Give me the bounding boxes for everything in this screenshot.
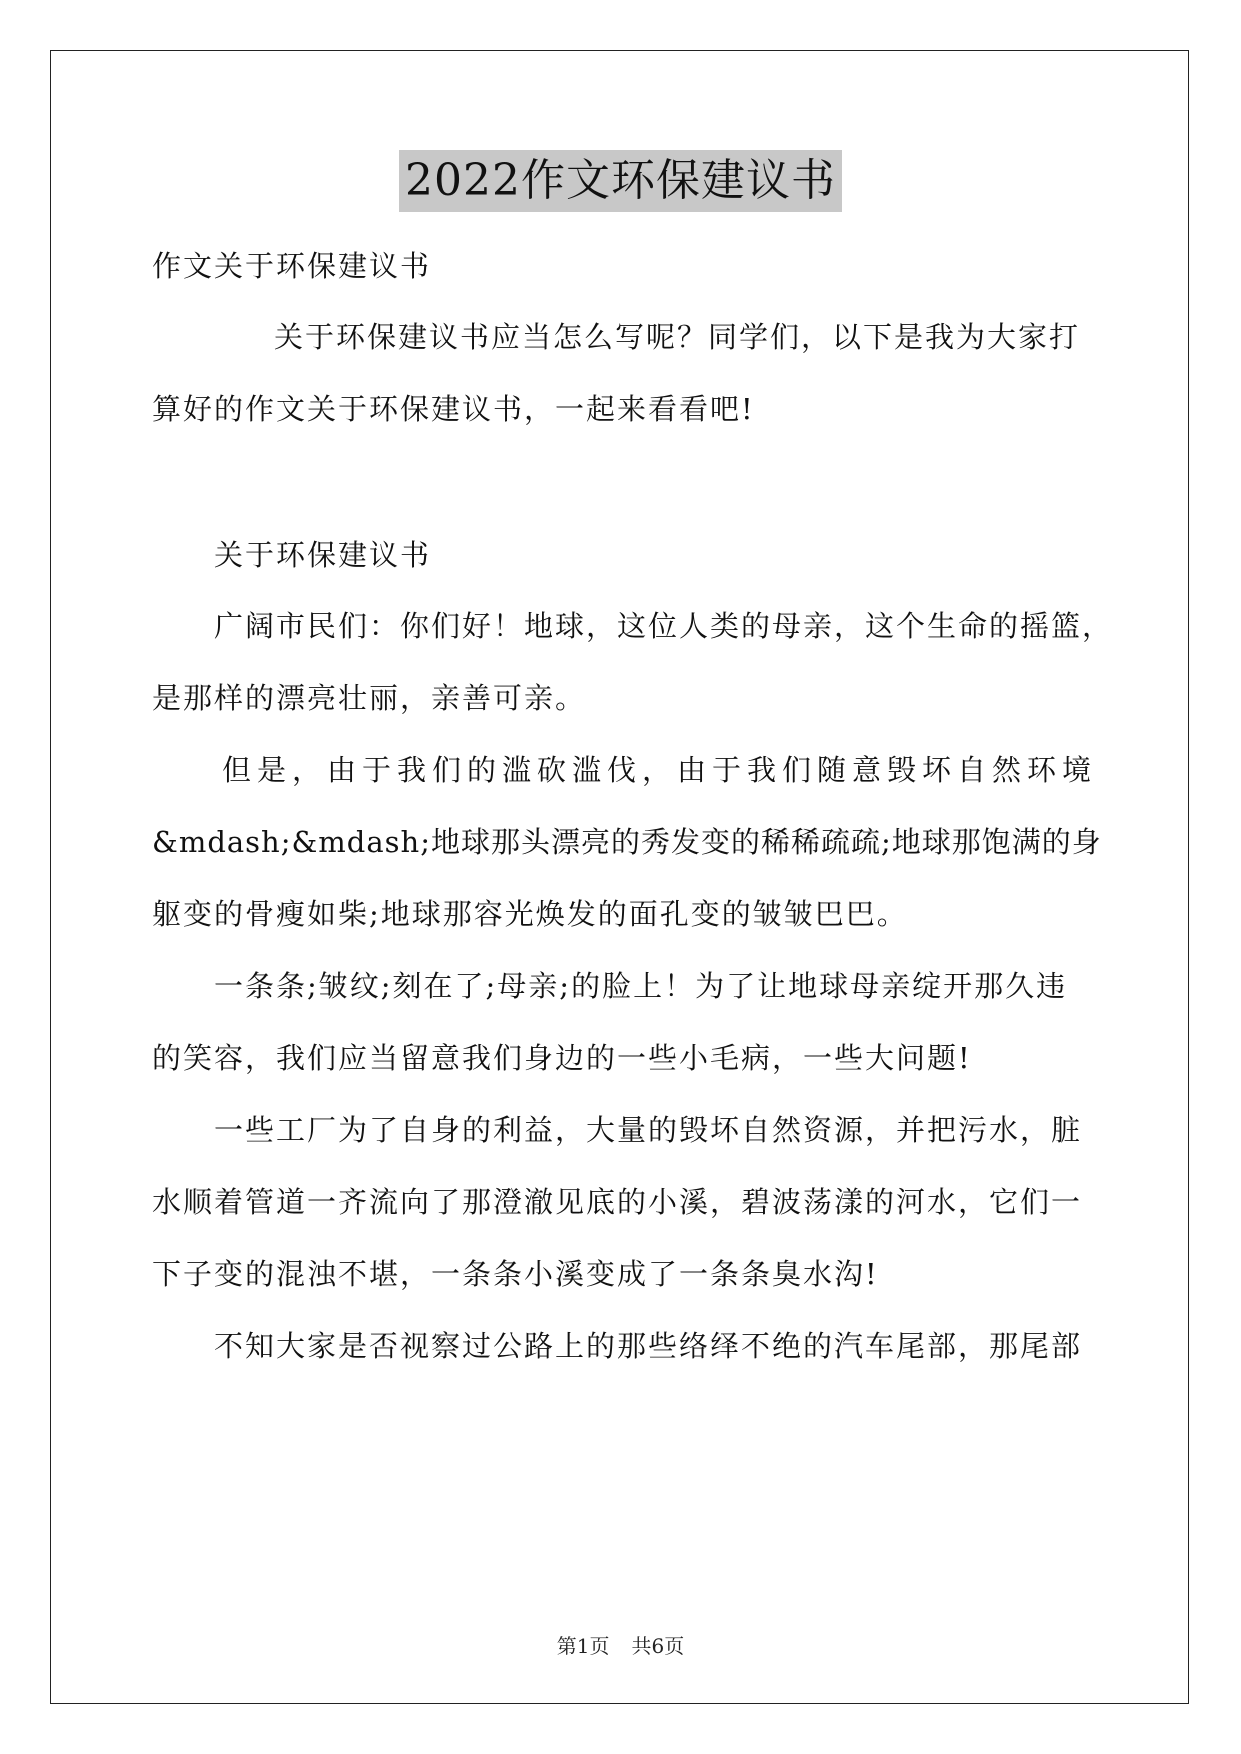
subtitle: 作文关于环保建议书	[152, 249, 432, 283]
paragraph-line: 躯变的骨瘦如柴;地球那容光焕发的面孔变的皱皱巴巴。	[152, 897, 908, 931]
paragraph-line: 的笑容，我们应当留意我们身边的一些小毛病，一些大问题!	[152, 1041, 972, 1075]
document-title: 2022作文环保建议书	[399, 150, 842, 212]
paragraph-line: 水顺着管道一齐流向了那澄澈见底的小溪，碧波荡漾的河水，它们一	[152, 1185, 1083, 1219]
page-border	[50, 50, 1189, 1704]
paragraph-line: 关于环保建议书应当怎么写呢？同学们，以下是我为大家打	[274, 320, 1081, 354]
page-footer	[0, 1630, 1241, 1659]
section-heading: 关于环保建议书	[214, 538, 432, 572]
document-title-container	[0, 150, 1241, 212]
paragraph-line: 不知大家是否视察过公路上的那些络绎不绝的汽车尾部，那尾部	[214, 1329, 1083, 1363]
paragraph-line: 广阔市民们：你们好！地球，这位人类的母亲，这个生命的摇篮，	[214, 609, 1114, 643]
paragraph-line: 是那样的漂亮壮丽，亲善可亲。	[152, 681, 587, 715]
page-total: 共6页	[631, 1634, 685, 1658]
paragraph-line: 一些工厂为了自身的利益，大量的毁坏自然资源，并把污水，脏	[214, 1113, 1083, 1147]
page-number: 第1页	[556, 1634, 610, 1658]
paragraph-line: &mdash;&mdash;地球那头漂亮的秀发变的稀稀疏疏;地球那饱满的身	[152, 825, 1102, 859]
paragraph-line: 下子变的混浊不堪，一条条小溪变成了一条条臭水沟!	[152, 1257, 879, 1291]
paragraph-line: 算好的作文关于环保建议书，一起来看看吧!	[152, 392, 755, 426]
paragraph-line: 一条条;皱纹;刻在了;母亲;的脸上！为了让地球母亲绽开那久违	[214, 969, 1068, 1003]
paragraph-line: 但是，由于我们的滥砍滥伐，由于我们随意毁坏自然环境	[222, 753, 1098, 787]
